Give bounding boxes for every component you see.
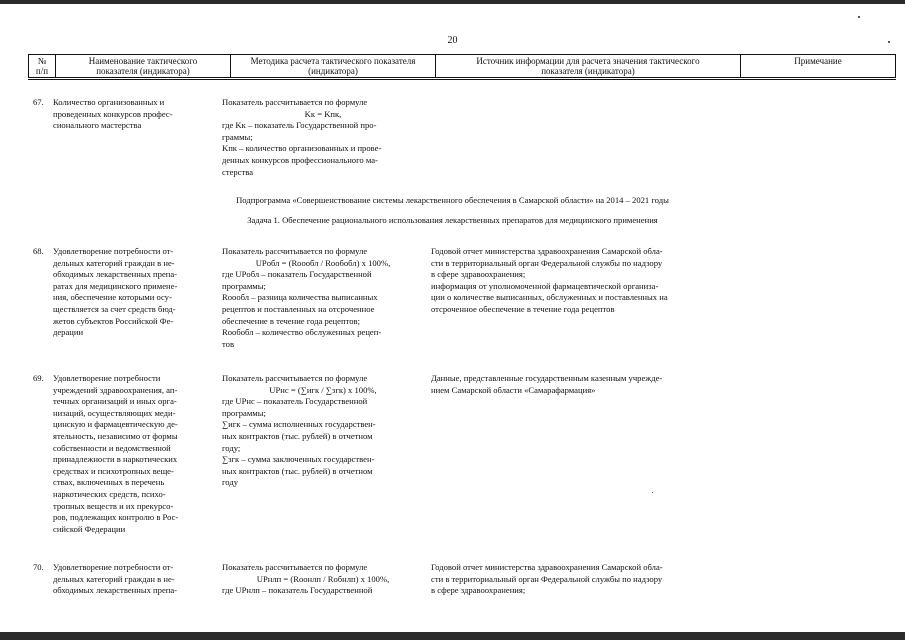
calculation-method: Показатель рассчитывается по формуле UPнс = (∑игк / ∑згк) x 100%, где UPнс – показатель Государственной программы; ∑игк – сумма исполненных государствен- ных контрактов (тыс. рублей) в отчетном году; ∑згк – сумма заключенных государствен- ных контрактов (тыс. рублей) в отчетном году (222, 373, 377, 488)
indicator-name: Удовлетворение потребности учреждений здравоохранения, ап- течных организаций и иных орга- низаций, осуществляющих меди- цинскую и фармацевтическую де- ятельность, независимо от формы собственности и ведомственной принадлежности в наркотических средствах и психотропных веще- ствах, включенных в перечень наркотических средств, психо- тропных веществ и их прекурсо- ров, подлежащих контролю в Рос- сийской Федерации (53, 373, 179, 534)
row-number: 69. (33, 373, 44, 383)
header-col-source: Источник информации для расчета значения тактического показателя (индикатора) (436, 55, 741, 78)
top-scan-edge (0, 0, 905, 4)
information-source: Годовой отчет министерства здравоохранения Самарской обла- сти в территориальный орган Федеральной службы по надзору в сфере здравоохранения; (431, 562, 663, 596)
table-header (28, 54, 896, 78)
calculation-method: Показатель рассчитывается по формуле Kк = Kпк, где Kк – показатель Государственной про- граммы; Kпк – количество организованных и прове- денных конкурсов профессионального ма- стерства (222, 97, 382, 177)
header-col-note: Примечание (741, 55, 896, 78)
bottom-scan-edge (0, 632, 905, 640)
row-number: 68. (33, 246, 44, 256)
scan-speck (652, 492, 653, 493)
indicator-name: Удовлетворение потребности от- дельных категорий граждан в не- обходимых лекарственных препа- ратах для медицинского примене- ния, обеспечение которыми осу- ществляется за счет средств бюд- жетов субъектов Российской Фе- дерации (53, 246, 178, 338)
calculation-method: Показатель рассчитывается по формуле UPнлп = (Rоонлп / Rобнлп) x 100%, где UPнлп – показатель Государственной (222, 562, 390, 596)
row-number: 67. (33, 97, 44, 107)
indicator-name: Удовлетворение потребности от- дельных категорий граждан в не- обходимых лекарственных препа- (53, 562, 178, 596)
scan-speck (858, 16, 860, 18)
page-number: 20 (447, 35, 458, 46)
calculation-method: Показатель рассчитывается по формуле UPобл = (Rоообл / Rообобл) x 100%, где UPобл – показатель Государственной программы; Rоообл – разница количества выписанных рецептов и поставленных на отсроченное обеспечение в течение года рецептов; Rообобл – количество обслуженных рецеп- тов (222, 246, 391, 349)
header-rule (28, 79, 896, 80)
indicator-name: Количество организованных и проведенных конкурсов профес- сионального мастерства (53, 97, 173, 131)
header-col-name: Наименование тактического показателя (индикатора) (56, 55, 231, 78)
header-col-number: № п/п (29, 55, 56, 78)
subprogram-heading: Подпрограмма «Совершенствование системы лекарственного обеспечения в Самарской области» на 2014 – 2021 годы (236, 195, 669, 205)
information-source: Данные, представленные государственным казенным учрежде- нием Самарской области «Самарафармация» (431, 373, 663, 395)
row-number: 70. (33, 562, 44, 572)
header-col-method: Методика расчета тактического показателя (индикатора) (231, 55, 436, 78)
task-heading: Задача 1. Обеспечение рационального использования лекарственных препаратов для медицинского применения (247, 215, 658, 225)
information-source: Годовой отчет министерства здравоохранения Самарской обла- сти в территориальный орган Федеральной службы по надзору в сфере здравоохранения; информация от уполномоченной фармацевтической организа- ции о количестве выписанных, обслуженных и поставленных на отсроченное обеспечение в течение года рецептов (431, 246, 668, 314)
